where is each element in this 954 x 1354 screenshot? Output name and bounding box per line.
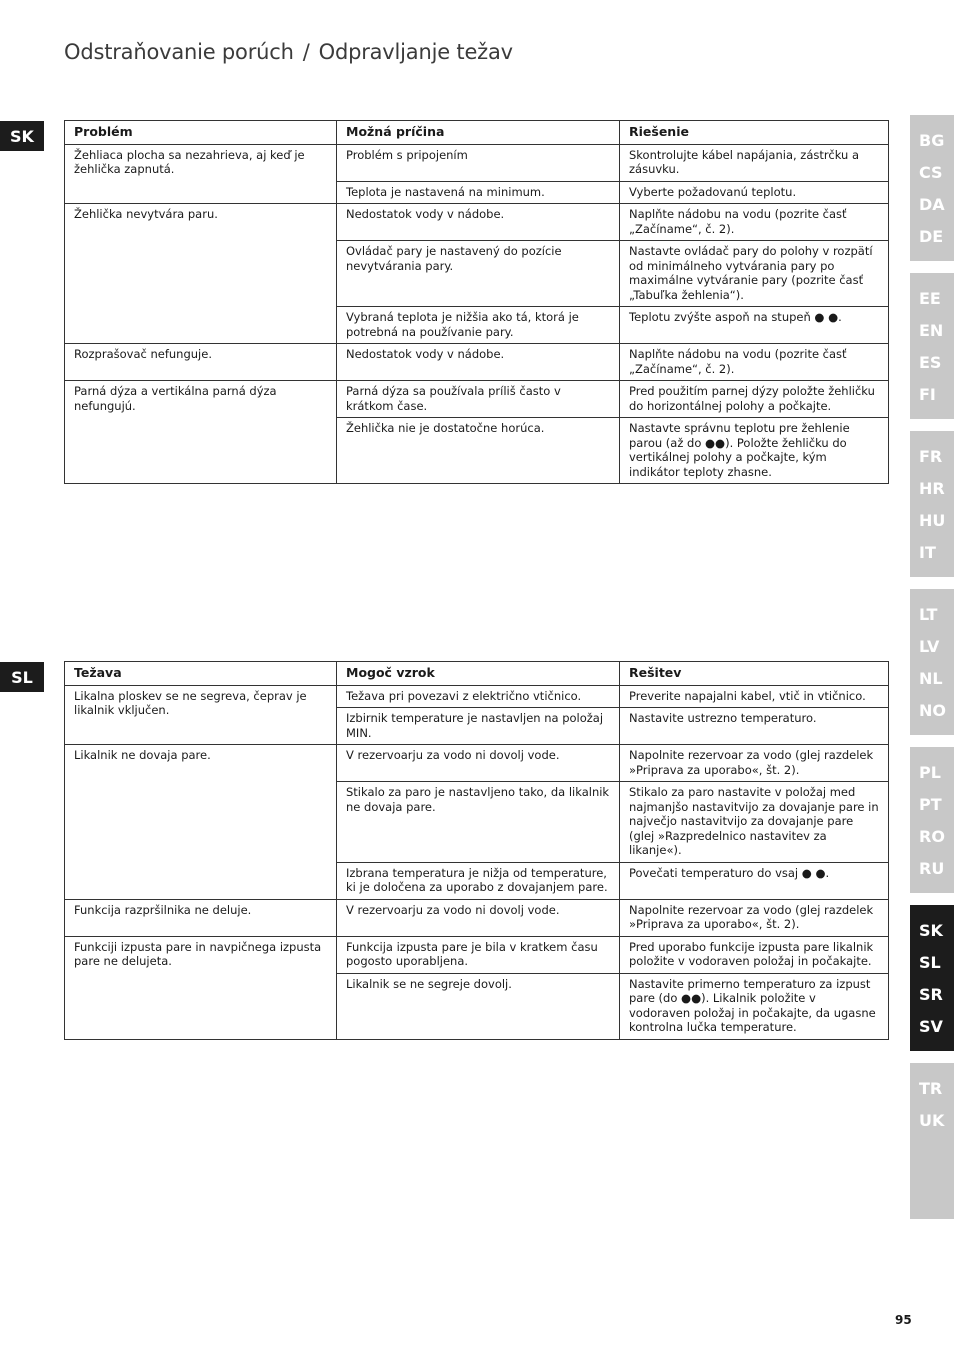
language-tab-uk[interactable]: UK	[919, 1111, 945, 1130]
solution-cell: Napolnite rezervoar za vodo (glej razdelek »Priprava za uporabo«, št. 2).	[620, 899, 889, 936]
language-tab-da[interactable]: DA	[919, 195, 945, 214]
solution-cell: Nastavte správnu teplotu pre žehlenie parou (až do ●●). Položte žehličku do vertikálnej polohy a počkajte, kým indikátor teploty zhasne.	[620, 418, 889, 484]
language-tab-no[interactable]: NO	[919, 701, 946, 720]
language-tab-en[interactable]: EN	[919, 321, 944, 340]
language-tab-ee[interactable]: EE	[919, 289, 941, 308]
table-row	[65, 144, 889, 181]
solution-cell: Nastavite ustrezno temperaturo.	[620, 708, 889, 745]
solution-cell: Teplotu zvýšte aspoň na stupeň ● ●.	[620, 307, 889, 344]
language-group	[910, 1063, 954, 1219]
cause-cell: Funkcija izpusta pare je bila v kratkem času pogosto uporabljena.	[337, 936, 620, 973]
language-tab-hu[interactable]: HU	[919, 511, 946, 530]
header-problem: Težava	[65, 662, 337, 686]
cause-cell: Nedostatok vody v nádobe.	[337, 204, 620, 241]
problem-cell: Likalnik ne dovaja pare.	[65, 745, 337, 900]
language-tab-sr[interactable]: SR	[919, 985, 943, 1004]
section-badge-sl: SL	[0, 662, 44, 692]
language-sidebar	[910, 115, 954, 1231]
table-row	[65, 685, 889, 708]
cause-cell: Teplota je nastavená na minimum.	[337, 181, 620, 204]
solution-cell: Stikalo za paro nastavite v položaj med najmanjšo nastavitvijo za dovajanje pare in največjo nastavitvijo za dovajanje pare (glej »Razpredelnico nastavitev za likanje«).	[620, 782, 889, 863]
language-tab-tr[interactable]: TR	[919, 1079, 943, 1098]
problem-cell: Žehliaca plocha sa nezahrieva, aj keď je žehlička zapnutá.	[65, 144, 337, 204]
title-separator: /	[302, 40, 310, 64]
solution-cell: Preverite napajalni kabel, vtič in vtičnico.	[620, 685, 889, 708]
table-row	[65, 381, 889, 418]
problem-cell: Funkciji izpusta pare in navpičnega izpusta pare ne delujeta.	[65, 936, 337, 1039]
problem-cell: Rozprašovač nefunguje.	[65, 344, 337, 381]
cause-cell: V rezervoarju za vodo ni dovolj vode.	[337, 899, 620, 936]
solution-cell: Napolnite rezervoar za vodo (glej razdelek »Priprava za uporabo«, št. 2).	[620, 745, 889, 782]
language-tab-hr[interactable]: HR	[919, 479, 945, 498]
solution-cell: Naplňte nádobu na vodu (pozrite časť „Začíname“, č. 2).	[620, 344, 889, 381]
language-tab-de[interactable]: DE	[919, 227, 944, 246]
table-row	[65, 745, 889, 782]
header-solution: Riešenie	[620, 121, 889, 145]
section-badge-sk: SK	[0, 121, 44, 151]
page-title-sl: Odpravljanje težav	[318, 40, 513, 64]
table-row	[65, 899, 889, 936]
page-title	[64, 40, 513, 64]
solution-cell: Pred uporabo funkcije izpusta pare likalnik položite v vodoraven položaj in počakajte.	[620, 936, 889, 973]
cause-cell: Parná dýza sa používala príliš často v krátkom čase.	[337, 381, 620, 418]
language-tab-lv[interactable]: LV	[919, 637, 940, 656]
cause-cell: Problém s pripojením	[337, 144, 620, 181]
cause-cell: V rezervoarju za vodo ni dovolj vode.	[337, 745, 620, 782]
cause-cell: Nedostatok vody v nádobe.	[337, 344, 620, 381]
language-tab-es[interactable]: ES	[919, 353, 942, 372]
solution-cell: Vyberte požadovanú teplotu.	[620, 181, 889, 204]
header-problem: Problém	[65, 121, 337, 145]
language-tab-bg[interactable]: BG	[919, 131, 945, 150]
language-tab-ro[interactable]: RO	[919, 827, 945, 846]
solution-cell: Povečati temperaturo do vsaj ● ●.	[620, 862, 889, 899]
solution-cell: Naplňte nádobu na vodu (pozrite časť „Začíname“, č. 2).	[620, 204, 889, 241]
troubleshooting-table-sk	[64, 120, 889, 484]
solution-cell: Nastavite primerno temperaturo za izpust pare (do ●●). Likalnik položite v vodoraven položaj in počakajte, da ugasne kontrolna lučka temperature.	[620, 973, 889, 1039]
cause-cell: Ovládač pary je nastavený do pozície nevytvárania pary.	[337, 241, 620, 307]
cause-cell: Stikalo za paro je nastavljeno tako, da likalnik ne dovaja pare.	[337, 782, 620, 863]
language-tab-pl[interactable]: PL	[919, 763, 941, 782]
table-row	[65, 204, 889, 241]
cause-cell: Likalnik se ne segreje dovolj.	[337, 973, 620, 1039]
problem-cell: Likalna ploskev se ne segreva, čeprav je likalnik vključen.	[65, 685, 337, 745]
language-group	[910, 905, 954, 1051]
language-group	[910, 115, 954, 261]
solution-cell: Nastavte ovládač pary do polohy v rozpätí od minimálneho vytvárania pary po maximálne vytváranie pary (pozrite časť „Tabuľka žehlenia“).	[620, 241, 889, 307]
header-cause: Možná príčina	[337, 121, 620, 145]
solution-cell: Skontrolujte kábel napájania, zástrčku a zásuvku.	[620, 144, 889, 181]
cause-cell: Žehlička nie je dostatočne horúca.	[337, 418, 620, 484]
language-tab-nl[interactable]: NL	[919, 669, 943, 688]
language-tab-lt[interactable]: LT	[919, 605, 938, 624]
troubleshooting-table-sl	[64, 661, 889, 1040]
language-tab-sl[interactable]: SL	[919, 953, 941, 972]
page-number: 95	[895, 1313, 912, 1327]
language-tab-ru[interactable]: RU	[919, 859, 945, 878]
cause-cell: Izbrana temperatura je nižja od temperature, ki je določena za uporabo z dovajanjem pare.	[337, 862, 620, 899]
table-row	[65, 936, 889, 973]
language-tab-pt[interactable]: PT	[919, 795, 942, 814]
problem-cell: Žehlička nevytvára paru.	[65, 204, 337, 344]
language-tab-it[interactable]: IT	[919, 543, 936, 562]
header-cause: Mogoč vzrok	[337, 662, 620, 686]
table-header-row	[65, 121, 889, 145]
language-tab-fr[interactable]: FR	[919, 447, 943, 466]
language-tab-fi[interactable]: FI	[919, 385, 936, 404]
cause-cell: Vybraná teplota je nižšia ako tá, ktorá je potrebná na používanie pary.	[337, 307, 620, 344]
cause-cell: Težava pri povezavi z električno vtičnico.	[337, 685, 620, 708]
problem-cell: Parná dýza a vertikálna parná dýza nefungujú.	[65, 381, 337, 484]
problem-cell: Funkcija razpršilnika ne deluje.	[65, 899, 337, 936]
table-header-row	[65, 662, 889, 686]
language-tab-sk[interactable]: SK	[919, 921, 943, 940]
language-group	[910, 431, 954, 577]
language-tab-cs[interactable]: CS	[919, 163, 943, 182]
cause-cell: Izbirnik temperature je nastavljen na položaj MIN.	[337, 708, 620, 745]
page-title-sk: Odstraňovanie porúch	[64, 40, 294, 64]
table-row	[65, 344, 889, 381]
language-group	[910, 747, 954, 893]
solution-cell: Pred použitím parnej dýzy položte žehličku do horizontálnej polohy a počkajte.	[620, 381, 889, 418]
language-group	[910, 589, 954, 735]
language-tab-sv[interactable]: SV	[919, 1017, 943, 1036]
language-group	[910, 273, 954, 419]
header-solution: Rešitev	[620, 662, 889, 686]
